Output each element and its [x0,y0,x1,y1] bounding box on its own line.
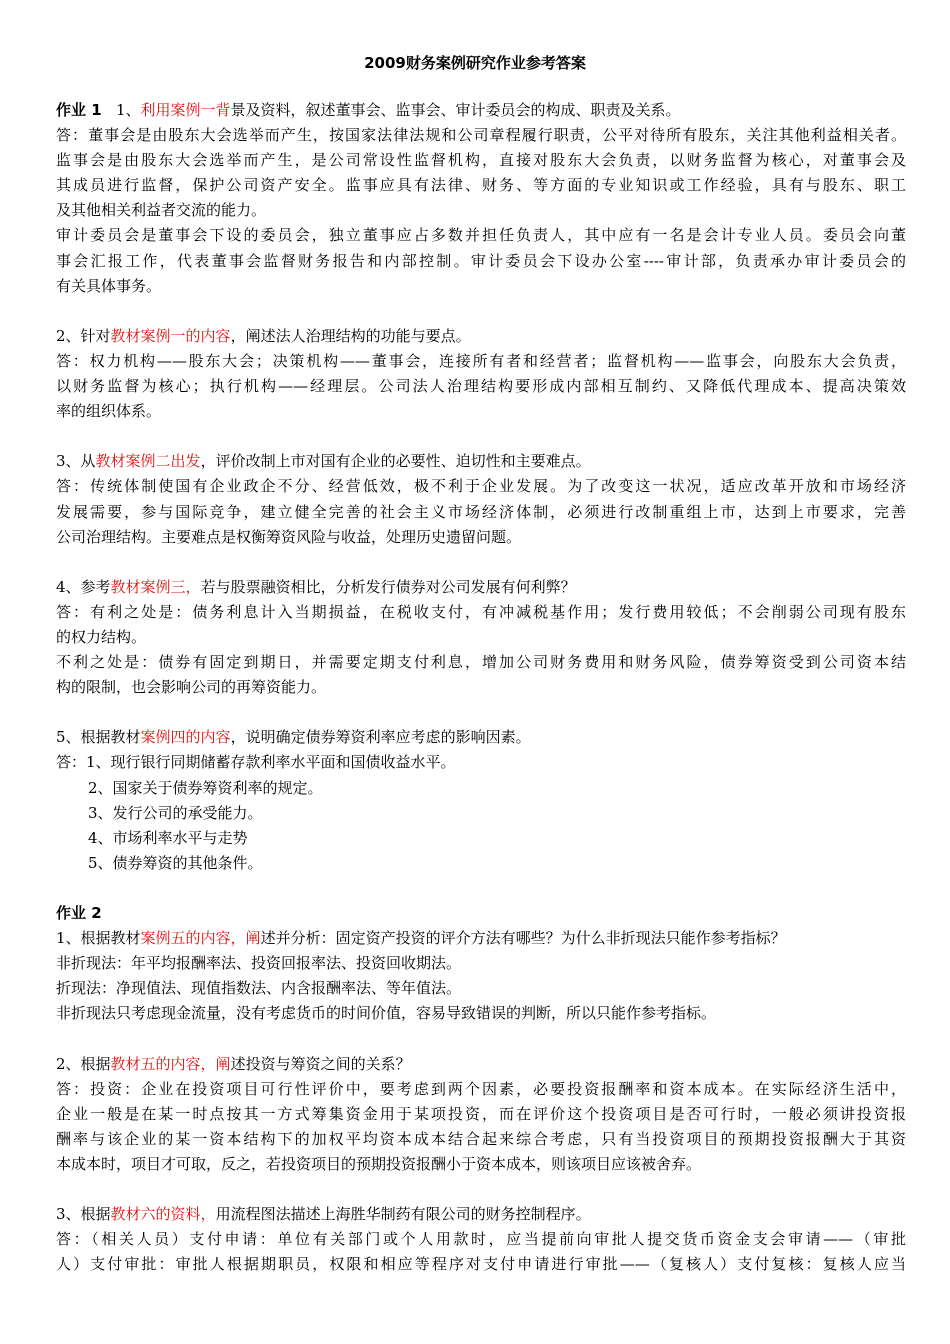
answer-line: 答：董事会是由股东大会选举而产生，按国家法律法规和公司章程履行职责，公平对待所有股东，关注其他利益相关者。 [56,126,906,145]
answer-line: 有关具体事务。 [56,276,162,295]
answer-line: 折现法：净现值法、现值指数法、内含报酬率法、等年值法。 [56,979,462,998]
answer-list-item: 3、发行公司的承受能力。 [88,803,263,822]
question-highlight: 案例四的内容 [140,728,231,747]
hw1-q3-heading [56,449,906,474]
question-highlight: 教材案例一的内容 [110,326,231,345]
answer-list-item: 2、国家关于债券筹资利率的规定。 [88,778,323,797]
question-prefix: 3、从 [56,452,96,471]
answer-line: 以财务监督为核心；执行机构——经理层。公司法人治理结构要形成内部相互制约、又降低代理成本、提高决策效 [56,377,906,396]
hw1-q2-heading [56,324,906,349]
hw2-q2-heading [56,1052,906,1077]
question-highlight: 教材案例二出发 [95,452,201,471]
question-prefix: 2、根据 [56,1054,111,1073]
question-prefix: 3、根据 [56,1205,111,1224]
answer-list-item: 4、市场利率水平与走势 [88,828,248,847]
answer-line: 审计委员会是董事会下设的委员会，独立董事应占多数并担任负责人，其中应有一名是会计专业人员。委员会向董 [56,226,906,245]
answer-line: 不利之处是：债券有固定到期日，并需要定期支付利息，增加公司财务费用和财务风险，债券筹资受到公司资本结 [56,653,906,672]
answer-line: 答：权力机构——股东大会；决策机构——董事会，连接所有者和经营者；监督机构——监事会，向股东大会负责， [56,351,906,370]
hw1-label: 作业 1 [56,101,102,119]
hw2-label: 作业 2 [56,904,102,922]
question-highlight: 教材六的资料， [110,1205,216,1224]
hw1-q1-highlight: 利用案例一背 [140,101,231,119]
question-highlight: 教材案例三， [110,577,201,596]
document-title: 2009财务案例研究作业参考答案 [364,54,586,72]
question-text: ，评价改制上市对国有企业的必要性、迫切性和主要难点。 [200,452,591,471]
answer-line: 答：有利之处是：债务利息计入当期损益，在税收支付，有冲减税基作用；发行费用较低；不会削弱公司现有股东 [56,602,906,621]
hw2-q1-heading [56,926,906,951]
answer-line: 人）支付审批：审批人根据期职员，权限和相应等程序对支付申请进行审批——（复核人）支付复核：复核人应当 [56,1255,906,1274]
question-text: 若与股票融资相比，分析发行债券对公司发展有何利弊？ [200,577,576,596]
answer-line: 发展需要，参与国际竞争，建立健全完善的社会主义市场经济体制，必须进行改制重组上市，达到上市要求，完善 [56,502,906,521]
answer-line: 非折现法只考虑现金流量，没有考虑货币的时间价值，容易导致错误的判断，所以只能作参考指标。 [56,1004,717,1023]
answer-line: 答：投资：企业在投资项目可行性评价中，要考虑到两个因素，必要投资报酬率和资本成本。在实际经济生活中， [56,1079,906,1098]
answer-list-item: 5、债券筹资的其他条件。 [88,853,263,872]
answer-line: 公司治理结构。主要难点是权衡筹资风险与收益，处理历史遗留问题。 [56,527,522,546]
answer-line: 其成员进行监督，保护公司资产安全。监事应具有法律、财务、等方面的专业知识或工作经验，具有与股东、职工 [56,176,906,195]
question-prefix: 1、根据教材 [56,929,141,948]
question-prefix: 2、针对 [56,326,111,345]
question-text: ，说明确定债券筹资利率应考虑的影响因素。 [230,728,531,747]
answer-line: 答：1、现行银行同期储蓄存款利率水平面和国债收益水平。 [56,753,456,772]
answer-line: 及其他相关利益者交流的能力。 [56,201,267,220]
answer-line: 答：传统体制使国有企业政企不分、经营低效，极不利于企业发展。为了改变这一状况，适应改革开放和市场经济 [56,477,906,496]
answer-line: 的权力结构。 [56,627,147,646]
hw1-q4-heading [56,575,906,600]
answer-line: 酬率与该企业的某一资本结构下的加权平均资本成本结合起来综合考虑，只有当投资项目的预期投资报酬大于其资 [56,1129,906,1148]
answer-line: 答：（相关人员）支付申请：单位有关部门或个人用款时，应当提前向审批人提交货币资金支会审请——（审批 [56,1230,906,1249]
answer-line: 监事会是由股东大会选举而产生，是公司常设性监督机构，直接对股东大会负责，以财务监督为核心，对董事会及 [56,151,906,170]
question-prefix: 4、参考 [56,577,111,596]
answer-line: 本成本时，项目才可取，反之，若投资项目的预期投资报酬小于资本成本，则该项目应该被舍弃。 [56,1154,702,1173]
question-highlight: 教材五的内容，阐 [110,1054,231,1073]
question-text: 述并分析：固定资产投资的评介方法有哪些？为什么非折现法只能作参考指标？ [260,929,786,948]
hw2-q3-heading [56,1202,906,1227]
answer-line: 率的组织体系。 [56,402,162,421]
answer-line: 企业一般是在某一时点按其一方式筹集资金用于某项投资，而在评价这个投资项目是否可行时，一般必须讲投资报 [56,1104,906,1123]
question-text: 述投资与筹资之间的关系？ [230,1054,411,1073]
hw1-q1-text: 景及资料，叙述董事会、监事会、审计委员会的构成、职责及关系。 [230,101,681,119]
hw1-q1-heading [56,98,906,123]
answer-line: 构的限制，也会影响公司的再筹资能力。 [56,678,327,697]
hw1-q5-heading [56,725,906,750]
question-prefix: 5、根据教材 [56,728,141,747]
question-text: ，阐述法人治理结构的功能与要点。 [230,326,471,345]
document-body [56,98,906,1277]
question-text: 用流程图法描述上海胜华制药有限公司的财务控制程序。 [215,1205,591,1224]
answer-line: 非折现法：年平均报酬率法、投资回报率法、投资回收期法。 [56,954,462,973]
answer-line: 事会汇报工作，代表董事会监督财务报告和内部控制。审计委员会下设办公室----审计部，负责承办审计委员会的 [56,251,906,270]
question-highlight: 案例五的内容，阐 [140,929,261,948]
hw1-q1-num: 1、 [115,101,141,119]
